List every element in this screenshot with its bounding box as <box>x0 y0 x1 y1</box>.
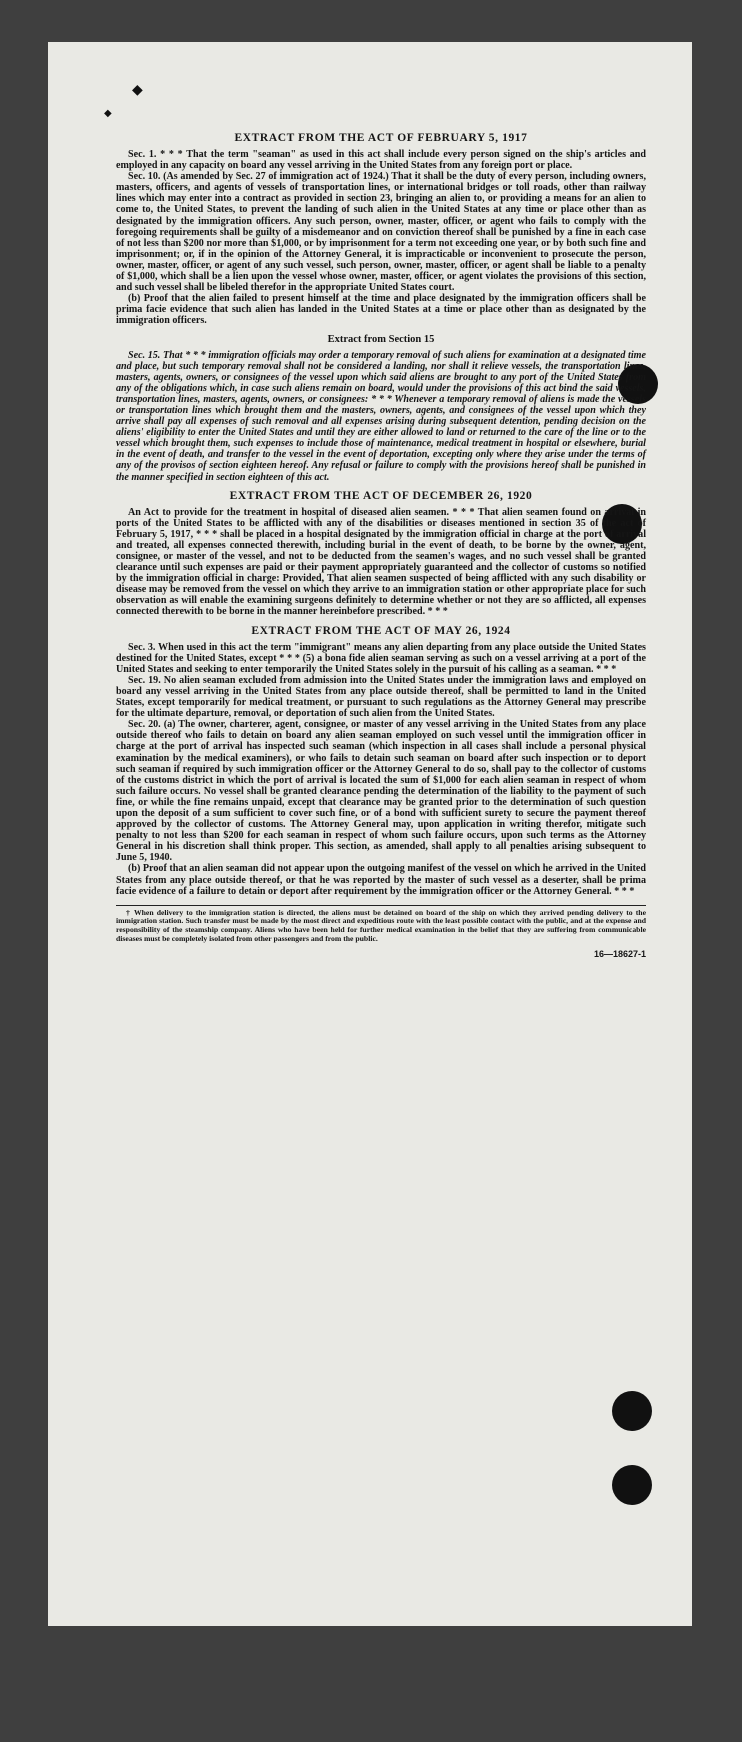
ink-speck: ◆ <box>104 108 112 119</box>
form-code: 16—18627-1 <box>593 949 646 960</box>
section-heading-1924: EXTRACT FROM THE ACT OF MAY 26, 1924 <box>251 624 511 637</box>
section-3-text: Sec. 3. When used in this act the term "immigrant" means any alien departing from any place outside the United States destined for the United States, except * * * (5) a bona fide alien seaman serving as such on a vessel arriving at a port of the United States and seeking to enter temporarily the United States solely in the pursuit of his calling as a seaman. * * * <box>116 641 646 675</box>
section-heading-1920: EXTRACT FROM THE ACT OF DECEMBER 26, 1920 <box>229 489 533 502</box>
footnote: † When delivery to the immigration station is directed, the aliens must be detained on board of the ship on which they arrived pending delivery to the immigration station. Such transfer must be made by the most direct and expeditious route with the least possible contact with the public, and at the expense and responsibility of the steamship company. Aliens who have been held for further medical examination in the belief that they are suffering from communicable diseases must be completely isolated from other passengers and from the public. <box>116 907 646 943</box>
section-1-text: Sec. 1. * * * That the term "seaman" as used in this act shall include every person signed on the ship's articles and employed in any capacity on board any vessel arriving in the United States from any foreign port or place. <box>116 149 646 172</box>
ink-speck: ◆ <box>132 83 143 98</box>
section-20a-text: Sec. 20. (a) The owner, charterer, agent, consignee, or master of any vessel arriving in the United States from any place outside thereof who fails to detain on board any alien seaman employed on such vessel until the immigration officer in charge at the port of arrival has inspected such seaman (which inspection in all cases shall include a personal physical examination by the medical examiners), or who fails to detain such seaman on board after such inspection or to deport such seaman if required by such immigration officer or the Attorney General to do so, shall pay to the collector of customs of the customs district in which the port of arrival is located the sum of $1,000 for each alien seaman in respect of whom such failure occurs. No vessel shall be granted clearance pending the determination of the liability to the payment of such fine, or while the fine remains unpaid, except that clearance may be granted prior to the determination of such question upon the deposit of a sum sufficient to cover such fine, or of a bond with sufficient surety to secure the payment thereof approved by the collector of customs. The Attorney General may, upon application in writing therefor, mitigate such penalty to not less than $200 for each seaman in respect of whom such failure occurs, upon such terms as the Attorney General in his discretion shall think proper. This section, as amended, shall apply to all penalties arising subsequent to June 5, 1940. <box>116 719 646 864</box>
document-body <box>116 132 646 959</box>
act-1920-text: An Act to provide for the treatment in hospital of diseased alien seamen. * * * That alien seamen found on arrival in ports of the United States to be afflicted with any of the disabilities or diseases mentioned in section 35 of the act of February 5, 1917, * * * shall be placed in a hospital designated by the immigration official in charge at the port of arrival and treated, all expenses connected therewith, including burial in the event of death, to be borne by the owner, agent, consignee, or master of the vessel, and not to be deducted from the seamen's wages, and no such vessel shall be granted clearance until such expenses are paid or their payment appropriately guaranteed and the collector of customs so notified by the immigration official in charge: Provided, That alien seamen suspected of being afflicted with any such disability or disease may be removed from the vessel on which they arrive to an immigration station or other appropriate place for such observation as will enable the examining surgeons definitely to determine whether or not they are so afflicted, all expenses connected therewith to be borne in the manner hereinbefore prescribed. * * * <box>116 506 646 618</box>
section-20b-text: (b) Proof that an alien seaman did not appear upon the outgoing manifest of the vessel on which he arrived in the United States from any place outside thereof, or that he was reported by the master of such vessel as a deserter, shall be prima facie evidence of a failure to detain or deport after requirement by the immigration officer or the Attorney General. * * * <box>116 863 646 897</box>
subheading-section-15: Extract from Section 15 <box>327 333 435 345</box>
punch-hole <box>612 1465 652 1505</box>
section-heading-1917: EXTRACT FROM THE ACT OF FEBRUARY 5, 1917 <box>234 132 528 144</box>
footnote-divider <box>116 905 646 906</box>
section-10-text: Sec. 10. (As amended by Sec. 27 of immigration act of 1924.) That it shall be the duty of every person, including owners, masters, officers, and agents of vessels of transportation lines, or international bridges or toll roads, other than railway lines which may enter into a contract as provided in section 23, bringing an alien to, or providing a means for an alien to come to, the United States, to prevent the landing of such alien in the United States at any time or place other than as designated by the immigration officers. Any such person, owner, master, officer, or agent who fails to comply with the foregoing requirements shall be guilty of a misdemeanor and on conviction thereof shall be punished by a fine in each case of not less than $200 nor more than $1,000, or by imprisonment for a term not exceeding one year, or by both such fine and imprisonment; or, if in the opinion of the Attorney General, it is impracticable or inconvenient to prosecute the person, owner, master, officer, or agent of any such vessel, such person, owner, master, officer, or agent shall be liable to a penalty of $1,000, which shall be a lien upon the vessel whose owner, master, officer, or agent violates the provisions of this section, and such vessel shall be libeled therefor in the appropriate United States court. <box>116 171 646 294</box>
section-10b-text: (b) Proof that the alien failed to present himself at the time and place designated by the immigration officers shall be prima facie evidence that such alien has landed in the United States at a time or place other than as designated by the immigration officers. <box>116 293 646 327</box>
section-15-text: Sec. 15. That * * * immigration officials may order a temporary removal of such aliens for examination at a designated time and place, but such temporary removal shall not be considered a landing, nor shall it relieve vessels, the transportation lines, masters, agents, owners, or consignees of the vessel upon which said aliens are brought to any port of the United States from any of the obligations which, in case such aliens remain on board, would under the provisions of this act bind the said vessels, transportation lines, masters, agents, owners, or consignees: * * * Whenever a temporary removal of aliens is made the vessels or transportation lines which brought them and the masters, owners, agents, and consignees of the vessel upon which they arrive shall pay all expenses of such removal and all expenses arising during subsequent detention, pending decision on the aliens' eligibility to enter the United States and until they are either allowed to land or returned to the care of the line or to the vessel which brought them, such expenses to include those of maintenance, medical treatment in hospital or elsewhere, burial in the event of death, and transfer to the vessel in the event of deportation, excepting only where they arise under the terms of any of the provisos of section eighteen hereof. Any refusal or failure to comply with the provisions hereof shall be punished in the manner specified in section eighteen of this act. <box>116 349 646 483</box>
section-19-text: Sec. 19. No alien seaman excluded from admission into the United States under the immigration laws and employed on board any vessel arriving in the United States from any place outside thereof, shall be permitted to land in the United States, except temporarily for medical treatment, or pursuant to such regulations as the Attorney General may prescribe for the ultimate departure, removal, or deportation of such alien from the United States. <box>116 674 646 720</box>
document-page <box>48 42 692 1626</box>
punch-hole <box>612 1391 652 1431</box>
